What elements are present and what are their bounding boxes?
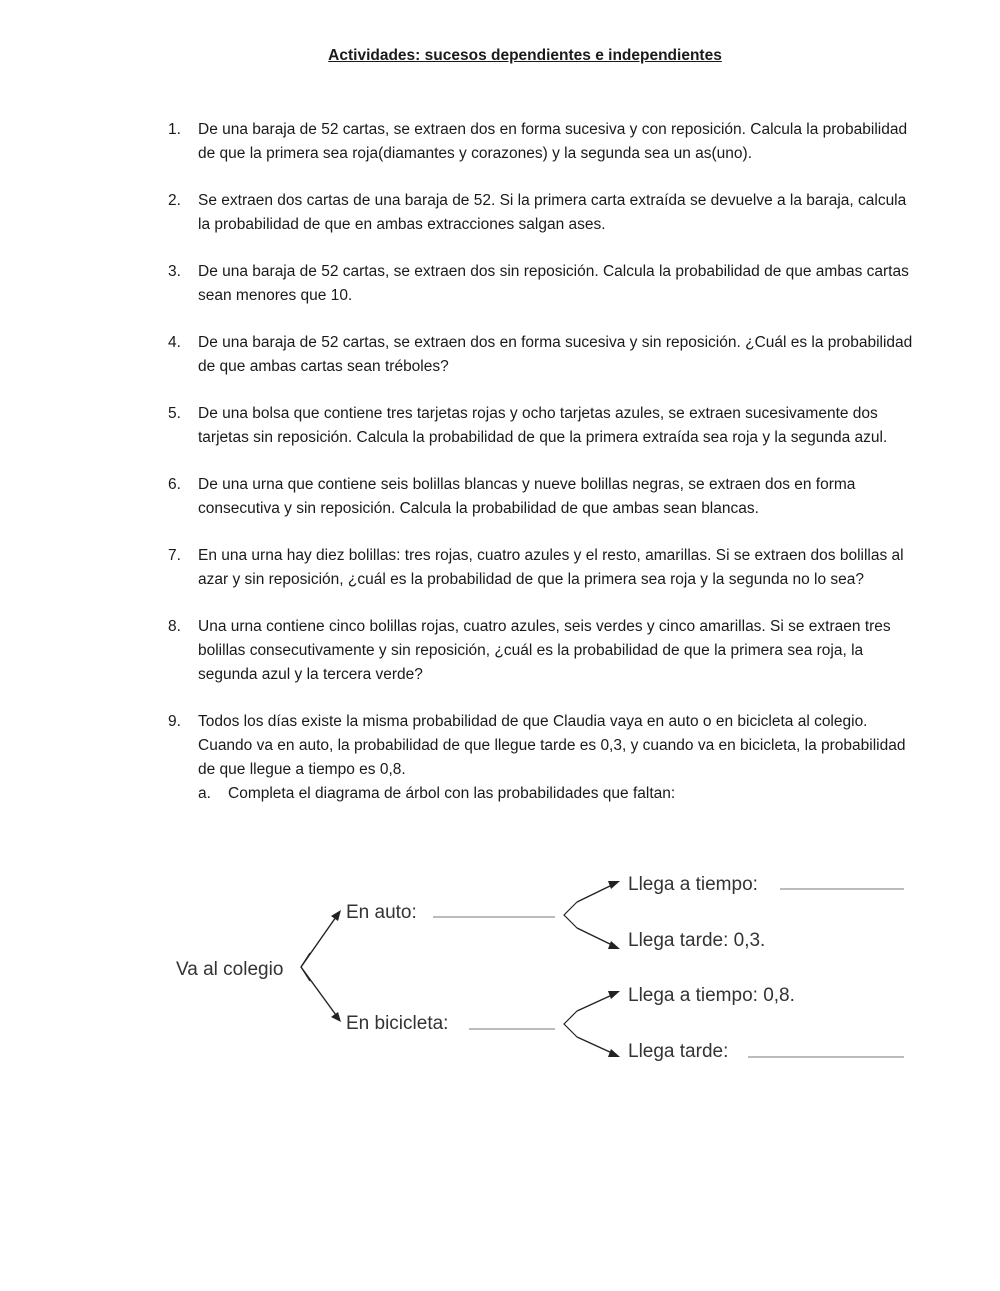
activity-item-4 xyxy=(168,331,918,379)
activity-item-6 xyxy=(168,473,918,521)
leaf-bici-llega-a-tiempo: Llega a tiempo: 0,8. xyxy=(628,985,795,1006)
leaf-auto-llega-tarde: Llega tarde: 0,3. xyxy=(628,930,766,951)
item-text: En una urna hay diez bolillas: tres rojas, cuatro azules y el resto, amarillas. Si se extraen dos bolillas al azar y sin reposición, ¿cuál es la probabilidad de que la primera sea roja y la segunda no lo sea? xyxy=(198,547,904,588)
page-title: Actividades: sucesos dependientes e independientes xyxy=(328,47,722,64)
branch-bici-tiempo xyxy=(577,995,612,1011)
tree-root-label: Va al colegio xyxy=(176,959,284,980)
sub-item-a xyxy=(198,782,918,806)
bici-brace xyxy=(564,1011,577,1037)
node-en-auto: En auto: xyxy=(346,902,417,923)
leaf-auto-llega-a-tiempo: Llega a tiempo: xyxy=(628,874,758,895)
item-number: 3. xyxy=(168,263,181,280)
activity-item-1 xyxy=(168,118,918,166)
item-text: De una baraja de 52 cartas, se extraen dos en forma sucesiva y sin reposición. ¿Cuál es la probabilidad de que ambas cartas sean tréboles? xyxy=(198,334,913,375)
item-number: 1. xyxy=(168,121,181,138)
sub-item-label: a. xyxy=(198,785,211,802)
arrowhead-auto xyxy=(331,910,341,921)
activity-item-5 xyxy=(168,402,918,450)
item-text: De una baraja de 52 cartas, se extraen dos en forma sucesiva y con reposición. Calcula la probabilidad de que la primera sea roja(diamantes y corazones) y la segunda sea un as(uno). xyxy=(198,121,908,162)
branch-auto-tarde xyxy=(577,928,612,945)
item-number: 9. xyxy=(168,713,181,730)
activity-item-9 xyxy=(168,710,918,806)
activity-item-7 xyxy=(168,544,918,592)
arrowhead-bici xyxy=(331,1012,341,1022)
item-number: 2. xyxy=(168,192,181,209)
leaf-bici-llega-tarde: Llega tarde: xyxy=(628,1041,729,1062)
item-text: Se extraen dos cartas de una baraja de 52. Si la primera carta extraída se devuelve a la baraja, calcula la probabilidad de que en ambas extracciones salgan ases. xyxy=(198,192,907,233)
item-number: 4. xyxy=(168,334,181,351)
branch-auto-tiempo xyxy=(577,885,612,902)
auto-brace xyxy=(564,902,577,928)
activity-item-2 xyxy=(168,189,918,237)
item-text: De una bolsa que contiene tres tarjetas rojas y ocho tarjetas azules, se extraen sucesivamente dos tarjetas sin reposición. Calcula la probabilidad de que la primera extraída sea roja y la segunda azul. xyxy=(198,405,888,446)
branch-bici-tarde xyxy=(577,1037,612,1053)
item-text: De una urna que contiene seis bolillas blancas y nueve bolillas negras, se extraen dos en forma consecutiva y sin reposición. Calcula la probabilidad de que ambas sean blancas. xyxy=(198,476,856,517)
item-number: 6. xyxy=(168,476,181,493)
activity-list xyxy=(168,118,918,829)
activity-item-8 xyxy=(168,615,918,687)
item-text: Una urna contiene cinco bolillas rojas, cuatro azules, seis verdes y cinco amarillas. Si se extraen tres bolillas consecutivamente y sin reposición, ¿cuál es la probabilidad de que la primera sea roja, la segunda azul y la tercera verde? xyxy=(198,618,891,683)
item-number: 5. xyxy=(168,405,181,422)
node-en-bicicleta: En bicicleta: xyxy=(346,1013,449,1034)
item-text: Todos los días existe la misma probabilidad de que Claudia vaya en auto o en bicicleta al colegio. Cuando va en auto, la probabilidad de que llegue tarde es 0,3, y cuando va en bicicleta, la probabilidad de que llegue a tiempo es 0,8. xyxy=(198,713,906,778)
arrowhead-bici-tarde xyxy=(608,1049,620,1057)
arrowhead-auto-tiempo xyxy=(608,881,620,889)
activity-item-3 xyxy=(168,260,918,308)
item-text: De una baraja de 52 cartas, se extraen dos sin reposición. Calcula la probabilidad de que ambas cartas sean menores que 10. xyxy=(198,263,909,304)
item-number: 8. xyxy=(168,618,181,635)
sub-item-text: Completa el diagrama de árbol con las probabilidades que faltan: xyxy=(228,785,676,802)
arrowhead-auto-tarde xyxy=(608,941,620,949)
branch-root-bici xyxy=(301,967,336,1015)
item-number: 7. xyxy=(168,547,181,564)
branch-root-auto xyxy=(301,917,336,967)
probability-tree-diagram xyxy=(0,860,1000,1075)
arrowhead-bici-tiempo xyxy=(608,991,620,999)
